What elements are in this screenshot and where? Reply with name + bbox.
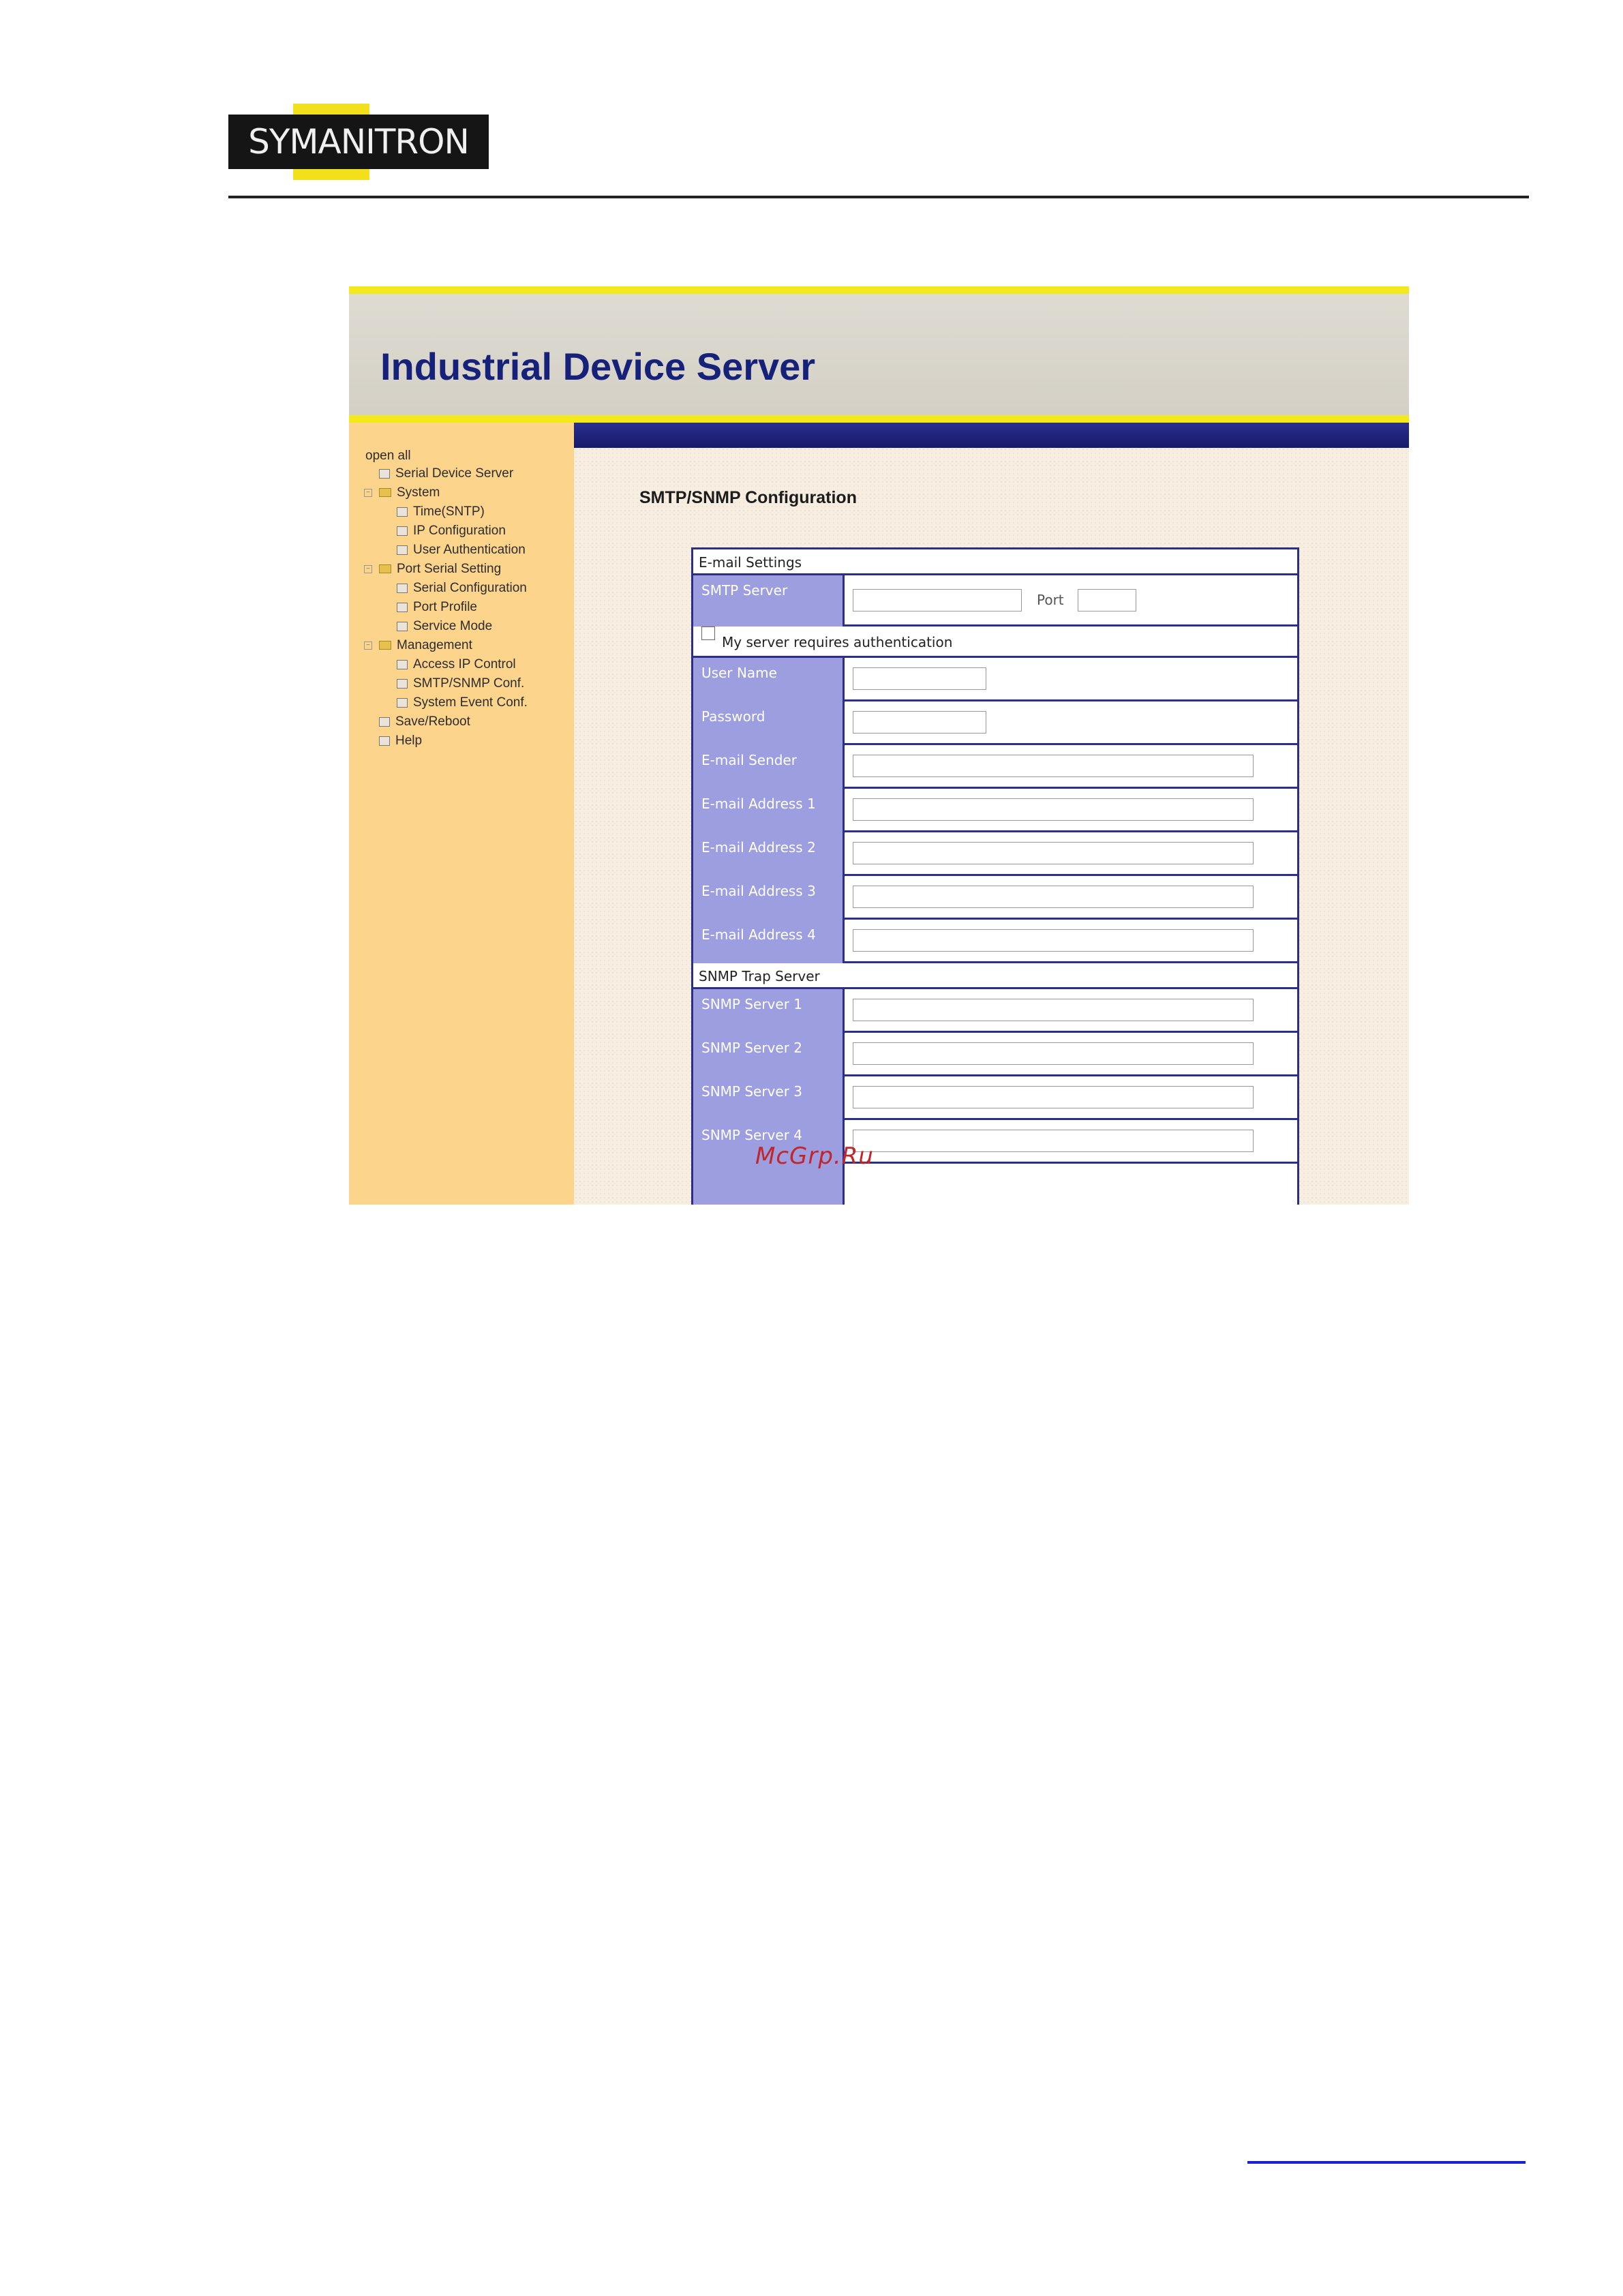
email-address-1-cell xyxy=(845,789,1297,830)
user-name-input[interactable] xyxy=(853,667,986,690)
collapse-icon[interactable]: − xyxy=(364,641,372,650)
snmp-server-2-cell xyxy=(845,1033,1297,1074)
auth-checkbox-label: My server requires authentication xyxy=(722,634,953,650)
logo-accent-top xyxy=(293,104,369,115)
page-icon xyxy=(379,736,390,746)
page-icon xyxy=(379,469,390,479)
smtp-server-cell xyxy=(845,575,1297,624)
snmp-server-1-label: SNMP Server 1 xyxy=(693,989,845,1033)
smtp-server-input[interactable] xyxy=(853,589,1022,611)
snmp-server-2-label: SNMP Server 2 xyxy=(693,1033,845,1076)
sidebar-item-user-authentication[interactable] xyxy=(397,541,526,559)
sidebar-item-label: IP Configuration xyxy=(413,524,506,538)
page-icon xyxy=(397,660,408,669)
email-address-2-cell xyxy=(845,832,1297,874)
sidebar-folder-port-serial-setting[interactable] xyxy=(364,560,501,578)
email-address-3-label: E-mail Address 3 xyxy=(693,876,845,920)
sidebar-item-label: Serial Configuration xyxy=(413,581,527,595)
email-sender-cell xyxy=(845,745,1297,787)
open-all-link[interactable]: open all xyxy=(365,449,411,463)
email-address-1-row xyxy=(693,789,1297,832)
sidebar-item-access-ip-control[interactable] xyxy=(397,656,516,674)
page-icon xyxy=(397,526,408,536)
app-title: Industrial Device Server xyxy=(380,345,816,388)
sidebar-item-help[interactable] xyxy=(379,732,422,750)
email-address-4-input[interactable] xyxy=(853,929,1254,952)
sidebar-item-label: System xyxy=(397,485,440,500)
email-sender-input[interactable] xyxy=(853,755,1254,777)
header-divider xyxy=(228,196,1529,198)
sidebar-item-label: Port Profile xyxy=(413,600,477,614)
logo-accent-bottom xyxy=(293,169,369,180)
page-icon xyxy=(397,584,408,593)
sidebar-folder-system[interactable] xyxy=(364,484,440,502)
sidebar-item-save-reboot[interactable] xyxy=(379,713,470,731)
sidebar-item-label: Access IP Control xyxy=(413,657,516,671)
snmp-server-1-row xyxy=(693,989,1297,1033)
folder-icon xyxy=(379,641,391,650)
page-icon xyxy=(379,717,390,727)
page-icon xyxy=(397,545,408,555)
footer-link-underline[interactable] xyxy=(1247,2161,1526,2164)
snmp-server-1-input[interactable] xyxy=(853,999,1254,1021)
smtp-server-label: SMTP Server xyxy=(693,575,845,626)
email-address-4-row xyxy=(693,920,1297,963)
sidebar-item-label: User Authentication xyxy=(413,543,526,557)
sidebar-item-ip-configuration[interactable] xyxy=(397,522,506,540)
form-next-row-label xyxy=(693,1164,845,1205)
folder-icon xyxy=(379,488,391,497)
sidebar-item-label: Port Serial Setting xyxy=(397,562,502,576)
user-name-label: User Name xyxy=(693,658,845,701)
symanitron-logo xyxy=(228,115,489,169)
password-label: Password xyxy=(693,701,845,745)
page-icon xyxy=(397,679,408,689)
smtp-snmp-form xyxy=(691,547,1299,1205)
nav-sidebar xyxy=(349,423,574,1205)
collapse-icon[interactable]: − xyxy=(364,565,372,573)
user-name-cell xyxy=(845,658,1297,699)
password-cell xyxy=(845,701,1297,743)
sidebar-item-port-profile[interactable] xyxy=(397,599,477,616)
email-address-3-row xyxy=(693,876,1297,920)
port-label: Port xyxy=(1037,592,1064,608)
page-icon xyxy=(397,603,408,612)
snmp-server-3-cell xyxy=(845,1076,1297,1118)
app-banner xyxy=(349,286,1409,423)
email-address-1-label: E-mail Address 1 xyxy=(693,789,845,832)
sidebar-item-label: SMTP/SNMP Conf. xyxy=(413,676,525,691)
snmp-server-3-input[interactable] xyxy=(853,1086,1254,1108)
snmp-server-3-row xyxy=(693,1076,1297,1120)
snmp-trap-server-header: SNMP Trap Server xyxy=(693,963,1297,989)
sidebar-item-serial-device-server[interactable] xyxy=(379,465,513,483)
form-next-row xyxy=(693,1164,1297,1205)
folder-icon xyxy=(379,564,391,573)
email-sender-row xyxy=(693,745,1297,789)
email-address-4-cell xyxy=(845,920,1297,961)
snmp-server-3-label: SNMP Server 3 xyxy=(693,1076,845,1120)
email-address-2-label: E-mail Address 2 xyxy=(693,832,845,876)
email-address-1-input[interactable] xyxy=(853,798,1254,821)
sidebar-item-smtp-snmp-conf[interactable] xyxy=(397,675,524,693)
email-settings-header: E-mail Settings xyxy=(693,549,1297,575)
sidebar-item-label: Help xyxy=(395,734,423,748)
sidebar-item-label: Service Mode xyxy=(413,619,493,633)
auth-checkbox[interactable] xyxy=(701,626,715,640)
port-input[interactable] xyxy=(1078,589,1136,611)
auth-row xyxy=(693,626,1297,658)
form-next-row-cell xyxy=(845,1164,1297,1205)
sidebar-item-time-sntp[interactable] xyxy=(397,503,485,521)
sidebar-item-label: Serial Device Server xyxy=(395,466,514,481)
sidebar-item-label: Time(SNTP) xyxy=(413,504,485,519)
snmp-server-1-cell xyxy=(845,989,1297,1031)
user-name-row xyxy=(693,658,1297,701)
email-address-4-label: E-mail Address 4 xyxy=(693,920,845,963)
page-title: SMTP/SNMP Configuration xyxy=(639,488,857,507)
page-icon xyxy=(397,507,408,517)
page-icon xyxy=(397,622,408,631)
collapse-icon[interactable]: − xyxy=(364,489,372,497)
email-address-2-input[interactable] xyxy=(853,842,1254,864)
page-icon xyxy=(397,698,408,708)
snmp-server-4-input[interactable] xyxy=(853,1130,1254,1152)
sidebar-item-label: System Event Conf. xyxy=(413,695,528,710)
sidebar-item-system-event-conf[interactable] xyxy=(397,694,528,712)
smtp-server-row xyxy=(693,575,1297,626)
password-row xyxy=(693,701,1297,745)
email-address-2-row xyxy=(693,832,1297,876)
sidebar-folder-management[interactable] xyxy=(364,637,472,654)
email-address-3-cell xyxy=(845,876,1297,918)
main-content xyxy=(574,423,1409,1205)
sidebar-item-serial-configuration[interactable] xyxy=(397,579,527,597)
web-ui-screenshot xyxy=(349,286,1409,1205)
email-sender-label: E-mail Sender xyxy=(693,745,845,789)
logo-text: SYMANITRON xyxy=(248,122,469,162)
content-top-band xyxy=(574,423,1409,448)
sidebar-item-label: Management xyxy=(397,638,472,652)
watermark-text: McGrp.Ru xyxy=(755,1143,874,1170)
email-address-3-input[interactable] xyxy=(853,886,1254,908)
snmp-server-2-input[interactable] xyxy=(853,1042,1254,1065)
snmp-server-4-label: SNMP Server 4 xyxy=(693,1120,845,1164)
sidebar-item-label: Save/Reboot xyxy=(395,714,470,729)
password-input[interactable] xyxy=(853,711,986,734)
snmp-server-2-row xyxy=(693,1033,1297,1076)
sidebar-item-service-mode[interactable] xyxy=(397,618,492,635)
snmp-server-4-cell xyxy=(845,1120,1297,1162)
